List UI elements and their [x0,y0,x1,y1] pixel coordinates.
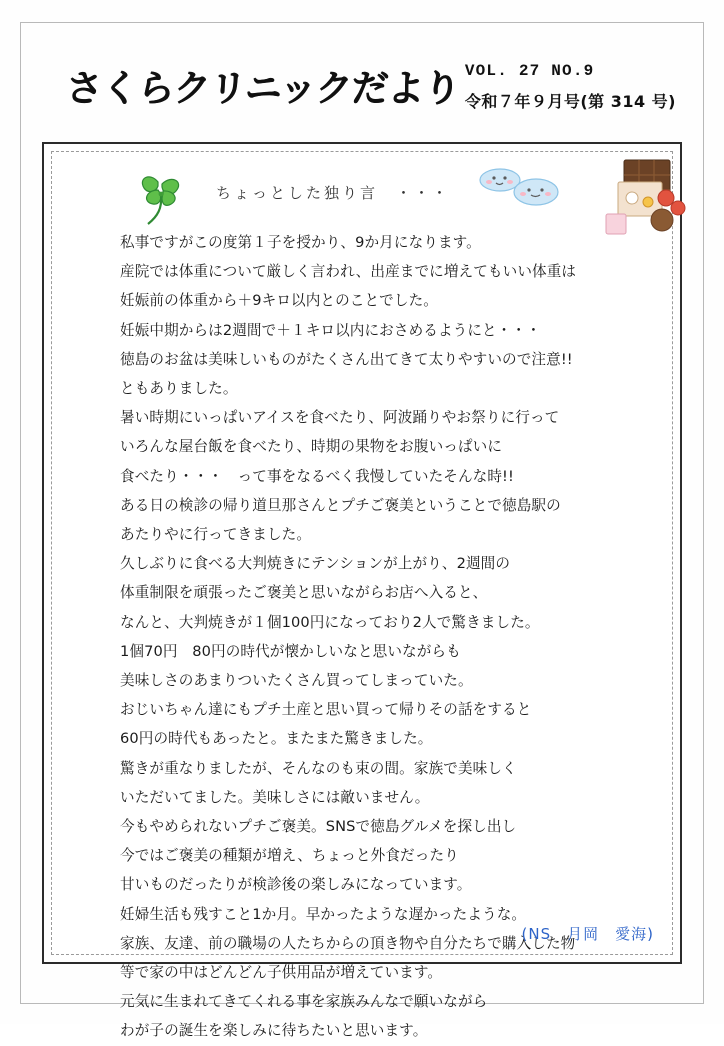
article-line: わが子の誕生を楽しみに待ちたいと思います。 [120,1022,428,1040]
article-line: 元気に生まれてきてくれる事を家族みんなで願いながら [120,993,488,1011]
article-line: ともありました。 [120,380,238,398]
article-line: 食べたり・・・ って事をなるべく我慢していたそんな時!! [120,467,514,485]
article-line: 60円の時代もあったと。またまた驚きました。 [120,730,433,748]
four-leaf-clover-icon [132,168,192,228]
article-line: 徳島のお盆は美味しいものがたくさん出てきて太りやすいので注意!! [120,350,573,368]
article-line: なんと、大判焼きが１個100円になっており2人で驚きました。 [120,613,540,631]
article-line: 妊娠前の体重から＋9キロ以内とのことでした。 [120,292,438,310]
article-line: 1個70円 80円の時代が懐かしいなと思いながらも [120,642,461,660]
issue-info [465,62,676,112]
issue-date: 令和７年９月号(第 314 号) [464,92,676,111]
article-line: 等で家の中はどんどん子供用品が増えています。 [120,964,443,982]
article-line: ある日の検診の帰り道旦那さんとプチご褒美ということで徳島駅の [120,496,561,514]
article-line: 驚きが重なりましたが、そんなのも束の間。家族で美味しく [120,759,517,777]
article-line: 産院では体重について厳しく言われ、出産までに増えてもいい体重は [120,263,577,281]
article-line: 妊婦生活も残すこと1か月。早かったような遅かったような。 [120,905,527,923]
article-line: おじいちゃん達にもプチ土産と思い買って帰りその話をすると [120,701,532,719]
article-frame [42,142,682,1040]
article-line: いろんな屋台飯を食べたり、時期の果物をお腹いっぱいに [120,438,503,456]
article-headline: ちょっとした独り言 ・・・ [216,184,451,202]
masthead [42,56,682,132]
article-line: 美味しさのあまりついたくさん買ってしまっていた。 [120,672,473,690]
article-line: 今ではご褒美の種類が増え、ちょっと外食だったり [120,847,459,865]
article-line: あたりやに行ってきました。 [120,526,312,544]
article-line: 久しぶりに食べる大判焼きにテンションが上がり、2週間の [120,555,511,573]
article-line: 体重制限を頑張ったご褒美と思いながらお店へ入ると、 [120,584,488,602]
article-line: 今もやめられないプチご褒美。SNSで徳島グルメを探し出し [120,818,517,836]
article-line: いただいてました。美味しさには敵いません。 [120,788,430,806]
author-signature: (NS 月岡 愛海) [521,925,654,943]
article-line: 家族、友達、前の職場の人たちからの頂き物や自分たちで購入した物 [120,934,576,952]
publication-title: さくらクリニックだより [64,67,461,110]
article-line: 暑い時期にいっぱいアイスを食べたり、阿波踊りやお祭りに行って [120,409,560,427]
article-line: 私事ですがこの度第１子を授かり、9か月になります。 [120,234,481,251]
article-line: 甘いものだったりが検診後の楽しみになっています。 [120,876,472,894]
issue-volume: VOL. 27 NO.9 [464,62,595,80]
article-line: 妊娠中期からは2週間で＋１キロ以内におさめるようにと・・・ [120,321,541,339]
